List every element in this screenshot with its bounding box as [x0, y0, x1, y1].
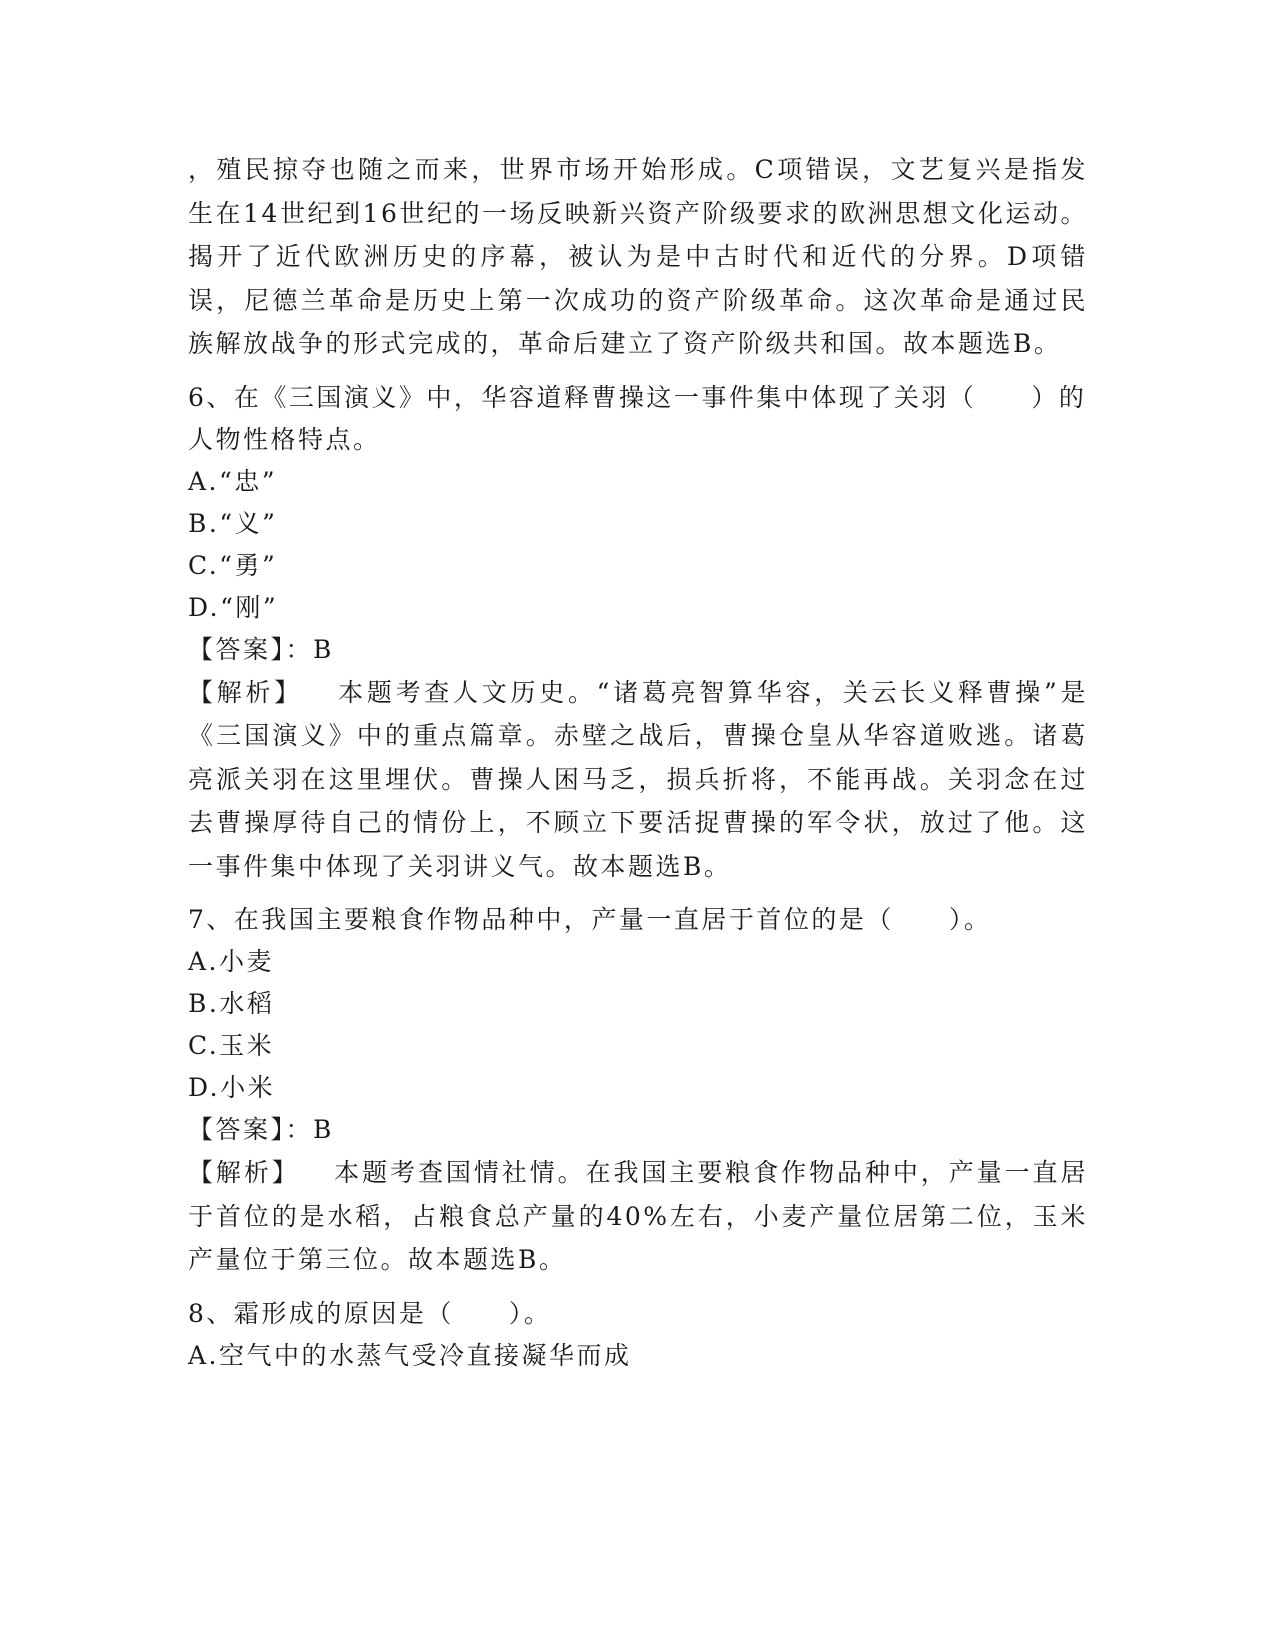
analysis-label: 【解析】 [188, 677, 303, 707]
option-d: D.小米 [188, 1073, 276, 1102]
document-page [188, 148, 1088, 1377]
option-d: D.“刚” [188, 592, 279, 622]
answer-label: 【答案】： [188, 634, 314, 664]
question-8 [188, 1293, 1088, 1377]
option-c: C.玉米 [188, 1031, 275, 1060]
question-stem: 7、在我国主要粮食作物品种中，产量一直居于首位的是（ ）。 [188, 905, 992, 934]
answer-value: B [313, 1115, 334, 1144]
question-6 [188, 377, 1088, 889]
option-b: B.“义” [188, 508, 278, 538]
answer-value: B [313, 634, 334, 664]
question-stem: 8、霜形成的原因是（ ）。 [188, 1298, 552, 1328]
previous-analysis-continuation: ，殖民掠夺也随之而来，世界市场开始形成。C项错误，文艺复兴是指发生在14世纪到16世纪的一场反映新兴资产阶级要求的欧洲思想文化运动。揭开了近代欧洲历史的序幕，被认为是中古时代和近代的分界。D项错误，尼德兰革命是历史上第一次成功的资产阶级革命。这次革命是通过民族解放战争的形式完成的，革命后建立了资产阶级共和国。故本题选B。 [188, 155, 1088, 358]
answer-label: 【答案】： [188, 1115, 314, 1144]
analysis-label: 【解析】 [188, 1158, 300, 1187]
answer-line [188, 1109, 1088, 1151]
analysis-paragraph [188, 1151, 1088, 1282]
option-a: A.小麦 [188, 947, 275, 976]
analysis-text: 本题考查国情社情。在我国主要粮食作物品种中，产量一直居于首位的是水稻，占粮食总产量的40%左右，小麦产量位居第二位，玉米产量位于第三位。故本题选B。 [188, 1158, 1088, 1274]
analysis-paragraph [188, 671, 1088, 889]
question-stem: 6、在《三国演义》中，华容道释曹操这一事件集中体现了关羽（ ）的人物性格特点。 [188, 382, 1087, 454]
option-b: B.水稻 [188, 989, 275, 1018]
answer-line [188, 629, 1088, 671]
option-c: C.“勇” [188, 550, 278, 580]
option-a: A.空气中的水蒸气受冷直接凝华而成 [188, 1340, 632, 1370]
analysis-text: 本题考查人文历史。“诸葛亮智算华容，关云长义释曹操”是《三国演义》中的重点篇章。赤壁之战后，曹操仓皇从华容道败逃。诸葛亮派关羽在这里埋伏。曹操人困马乏，损兵折将，不能再战。关羽念在过去曹操厚待自己的情份上，不顾立下要活捉曹操的军令状，放过了他。这一事件集中体现了关羽讲义气。故本题选B。 [188, 677, 1088, 881]
option-a: A.“忠” [188, 466, 278, 496]
question-7 [188, 899, 1088, 1282]
